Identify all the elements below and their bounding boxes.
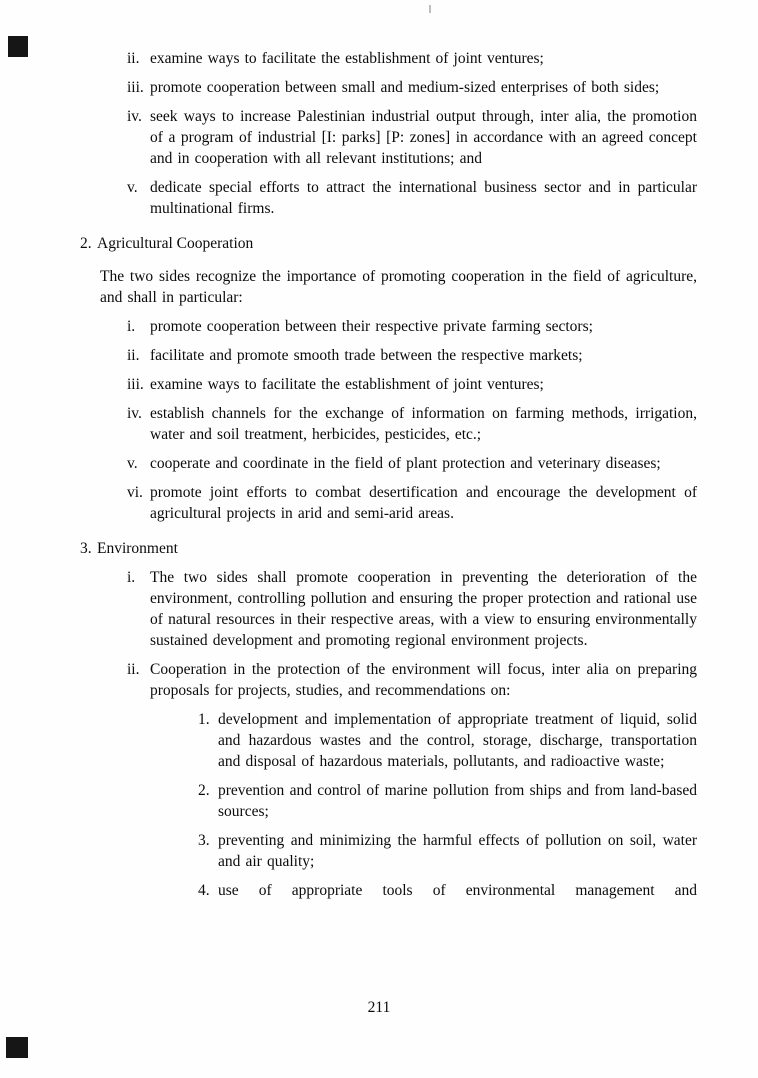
- item-text: facilitate and promote smooth trade between the respective markets;: [150, 347, 583, 364]
- list-item: [198, 880, 697, 901]
- industry-items-list: [80, 48, 697, 219]
- scan-mark-top-center: [429, 5, 431, 13]
- agriculture-items-list: [80, 316, 697, 524]
- section-number: 2.: [80, 235, 92, 252]
- item-text: establish channels for the exchange of information on farming methods, irrigation, water and soil treatment, herbicides, pesticides, etc.;: [150, 405, 697, 443]
- item-marker: iv.: [127, 108, 142, 125]
- list-item: [127, 77, 697, 98]
- list-item: [127, 345, 697, 366]
- section-title: Agricultural Cooperation: [97, 235, 254, 252]
- list-item: [127, 567, 697, 651]
- environment-subitems-list: [80, 709, 697, 901]
- page-number: 211: [367, 999, 391, 1016]
- section-number: 3.: [80, 540, 92, 557]
- item-marker: ii.: [127, 661, 140, 678]
- scan-artifact-top-left: [8, 36, 28, 57]
- item-text: seek ways to increase Palestinian industrial output through, inter alia, the promotion of a program of industrial [I: parks] [P: zones] in accordance with an agreed concept and in cooperation with all relevant institutions; and: [150, 108, 697, 167]
- list-item: [127, 482, 697, 524]
- item-text: promote cooperation between small and medium-sized enterprises of both sides;: [150, 79, 660, 96]
- item-marker: 3.: [198, 832, 210, 849]
- item-text: dedicate special efforts to attract the international business sector and in particular multinational firms.: [150, 179, 697, 217]
- item-text: The two sides shall promote cooperation in preventing the deterioration of the environment, controlling pollution and ensuring the proper protection and rational use of natural resources in their respective areas, with a view to ensuring environmentally sustained development and promoting regional environment projects.: [150, 569, 697, 649]
- item-text: cooperate and coordinate in the field of plant protection and veterinary diseases;: [150, 455, 661, 472]
- list-item: [198, 709, 697, 772]
- section-intro-paragraph: The two sides recognize the importance of promoting cooperation in the field of agriculture, and shall in particular:: [100, 268, 697, 306]
- item-text: Cooperation in the protection of the environment will focus, inter alia on preparing proposals for projects, studies, and recommendations on:: [150, 661, 697, 699]
- item-marker: iv.: [127, 405, 142, 422]
- list-item: [127, 659, 697, 701]
- item-marker: ii.: [127, 347, 140, 364]
- scan-artifact-bottom-left: [6, 1037, 28, 1058]
- document-content: [80, 48, 697, 901]
- list-item: [127, 453, 697, 474]
- item-text: examine ways to facilitate the establishment of joint ventures;: [150, 50, 544, 67]
- section-heading-environment: [80, 538, 697, 559]
- list-item: [127, 106, 697, 169]
- list-item: [127, 403, 697, 445]
- item-marker: 1.: [198, 711, 210, 728]
- item-marker: v.: [127, 455, 138, 472]
- list-item: [127, 316, 697, 337]
- environment-items-list: [80, 567, 697, 701]
- item-text: promote cooperation between their respective private farming sectors;: [150, 318, 593, 335]
- item-text: preventing and minimizing the harmful effects of pollution on soil, water and air quality;: [218, 832, 697, 870]
- list-item: [127, 48, 697, 69]
- item-marker: vi.: [127, 484, 143, 501]
- item-text: use of appropriate tools of environmental management and: [218, 882, 697, 899]
- item-text: promote joint efforts to combat desertification and encourage the development of agricultural projects in arid and semi-arid areas.: [150, 484, 697, 522]
- item-marker: i.: [127, 318, 136, 335]
- section-title: Environment: [97, 540, 178, 557]
- list-item: [198, 830, 697, 872]
- item-text: prevention and control of marine pollution from ships and from land-based sources;: [218, 782, 697, 820]
- list-item: [127, 177, 697, 219]
- item-marker: iii.: [127, 376, 144, 393]
- item-marker: v.: [127, 179, 138, 196]
- list-item: [198, 780, 697, 822]
- list-item: [127, 374, 697, 395]
- item-marker: ii.: [127, 50, 140, 67]
- item-marker: i.: [127, 569, 136, 586]
- item-text: examine ways to facilitate the establishment of joint ventures;: [150, 376, 544, 393]
- section-heading-agricultural-cooperation: [80, 233, 697, 254]
- item-marker: 4.: [198, 882, 210, 899]
- item-text: development and implementation of appropriate treatment of liquid, solid and hazardous wastes and the control, storage, discharge, transportation and disposal of hazardous materials, pollutants, and radioactive waste;: [218, 711, 697, 770]
- item-marker: 2.: [198, 782, 210, 799]
- item-marker: iii.: [127, 79, 144, 96]
